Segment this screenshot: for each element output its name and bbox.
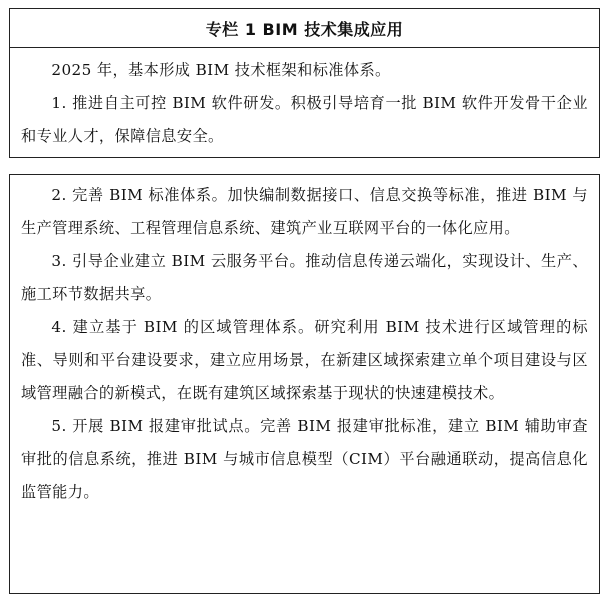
column-box-top: [9, 8, 600, 158]
paragraph-item-5: 5. 开展 BIM 报建审批试点。完善 BIM 报建审批标准，建立 BIM 辅助审查审批的信息系统，推进 BIM 与城市信息模型（CIM）平台融通联动，提高信息化监管能力。: [21, 417, 588, 501]
paragraph-goal-2025: 2025 年，基本形成 BIM 技术框架和标准体系。: [51, 61, 391, 79]
box-bottom-content: [10, 175, 599, 509]
column-box-bottom: [9, 174, 600, 594]
paragraph-item-3: 3. 引导企业建立 BIM 云服务平台。推动信息传递云端化，实现设计、生产、施工环节数据共享。: [21, 252, 588, 303]
box-top-content: [10, 48, 599, 153]
paragraph-item-1: 1. 推进自主可控 BIM 软件研发。积极引导培育一批 BIM 软件开发骨干企业和专业人才，保障信息安全。: [21, 94, 588, 145]
paragraph-item-2: 2. 完善 BIM 标准体系。加快编制数据接口、信息交换等标准，推进 BIM 与生产管理系统、工程管理信息系统、建筑产业互联网平台的一体化应用。: [21, 186, 588, 237]
paragraph-item-4: 4. 建立基于 BIM 的区域管理体系。研究利用 BIM 技术进行区域管理的标准、导则和平台建设要求，建立应用场景，在新建区域探索建立单个项目建设与区域管理融合的新模式，在既有建筑区域探索基于现状的快速建模技术。: [21, 318, 588, 402]
box-title: 专栏 1 BIM 技术集成应用: [10, 9, 599, 48]
